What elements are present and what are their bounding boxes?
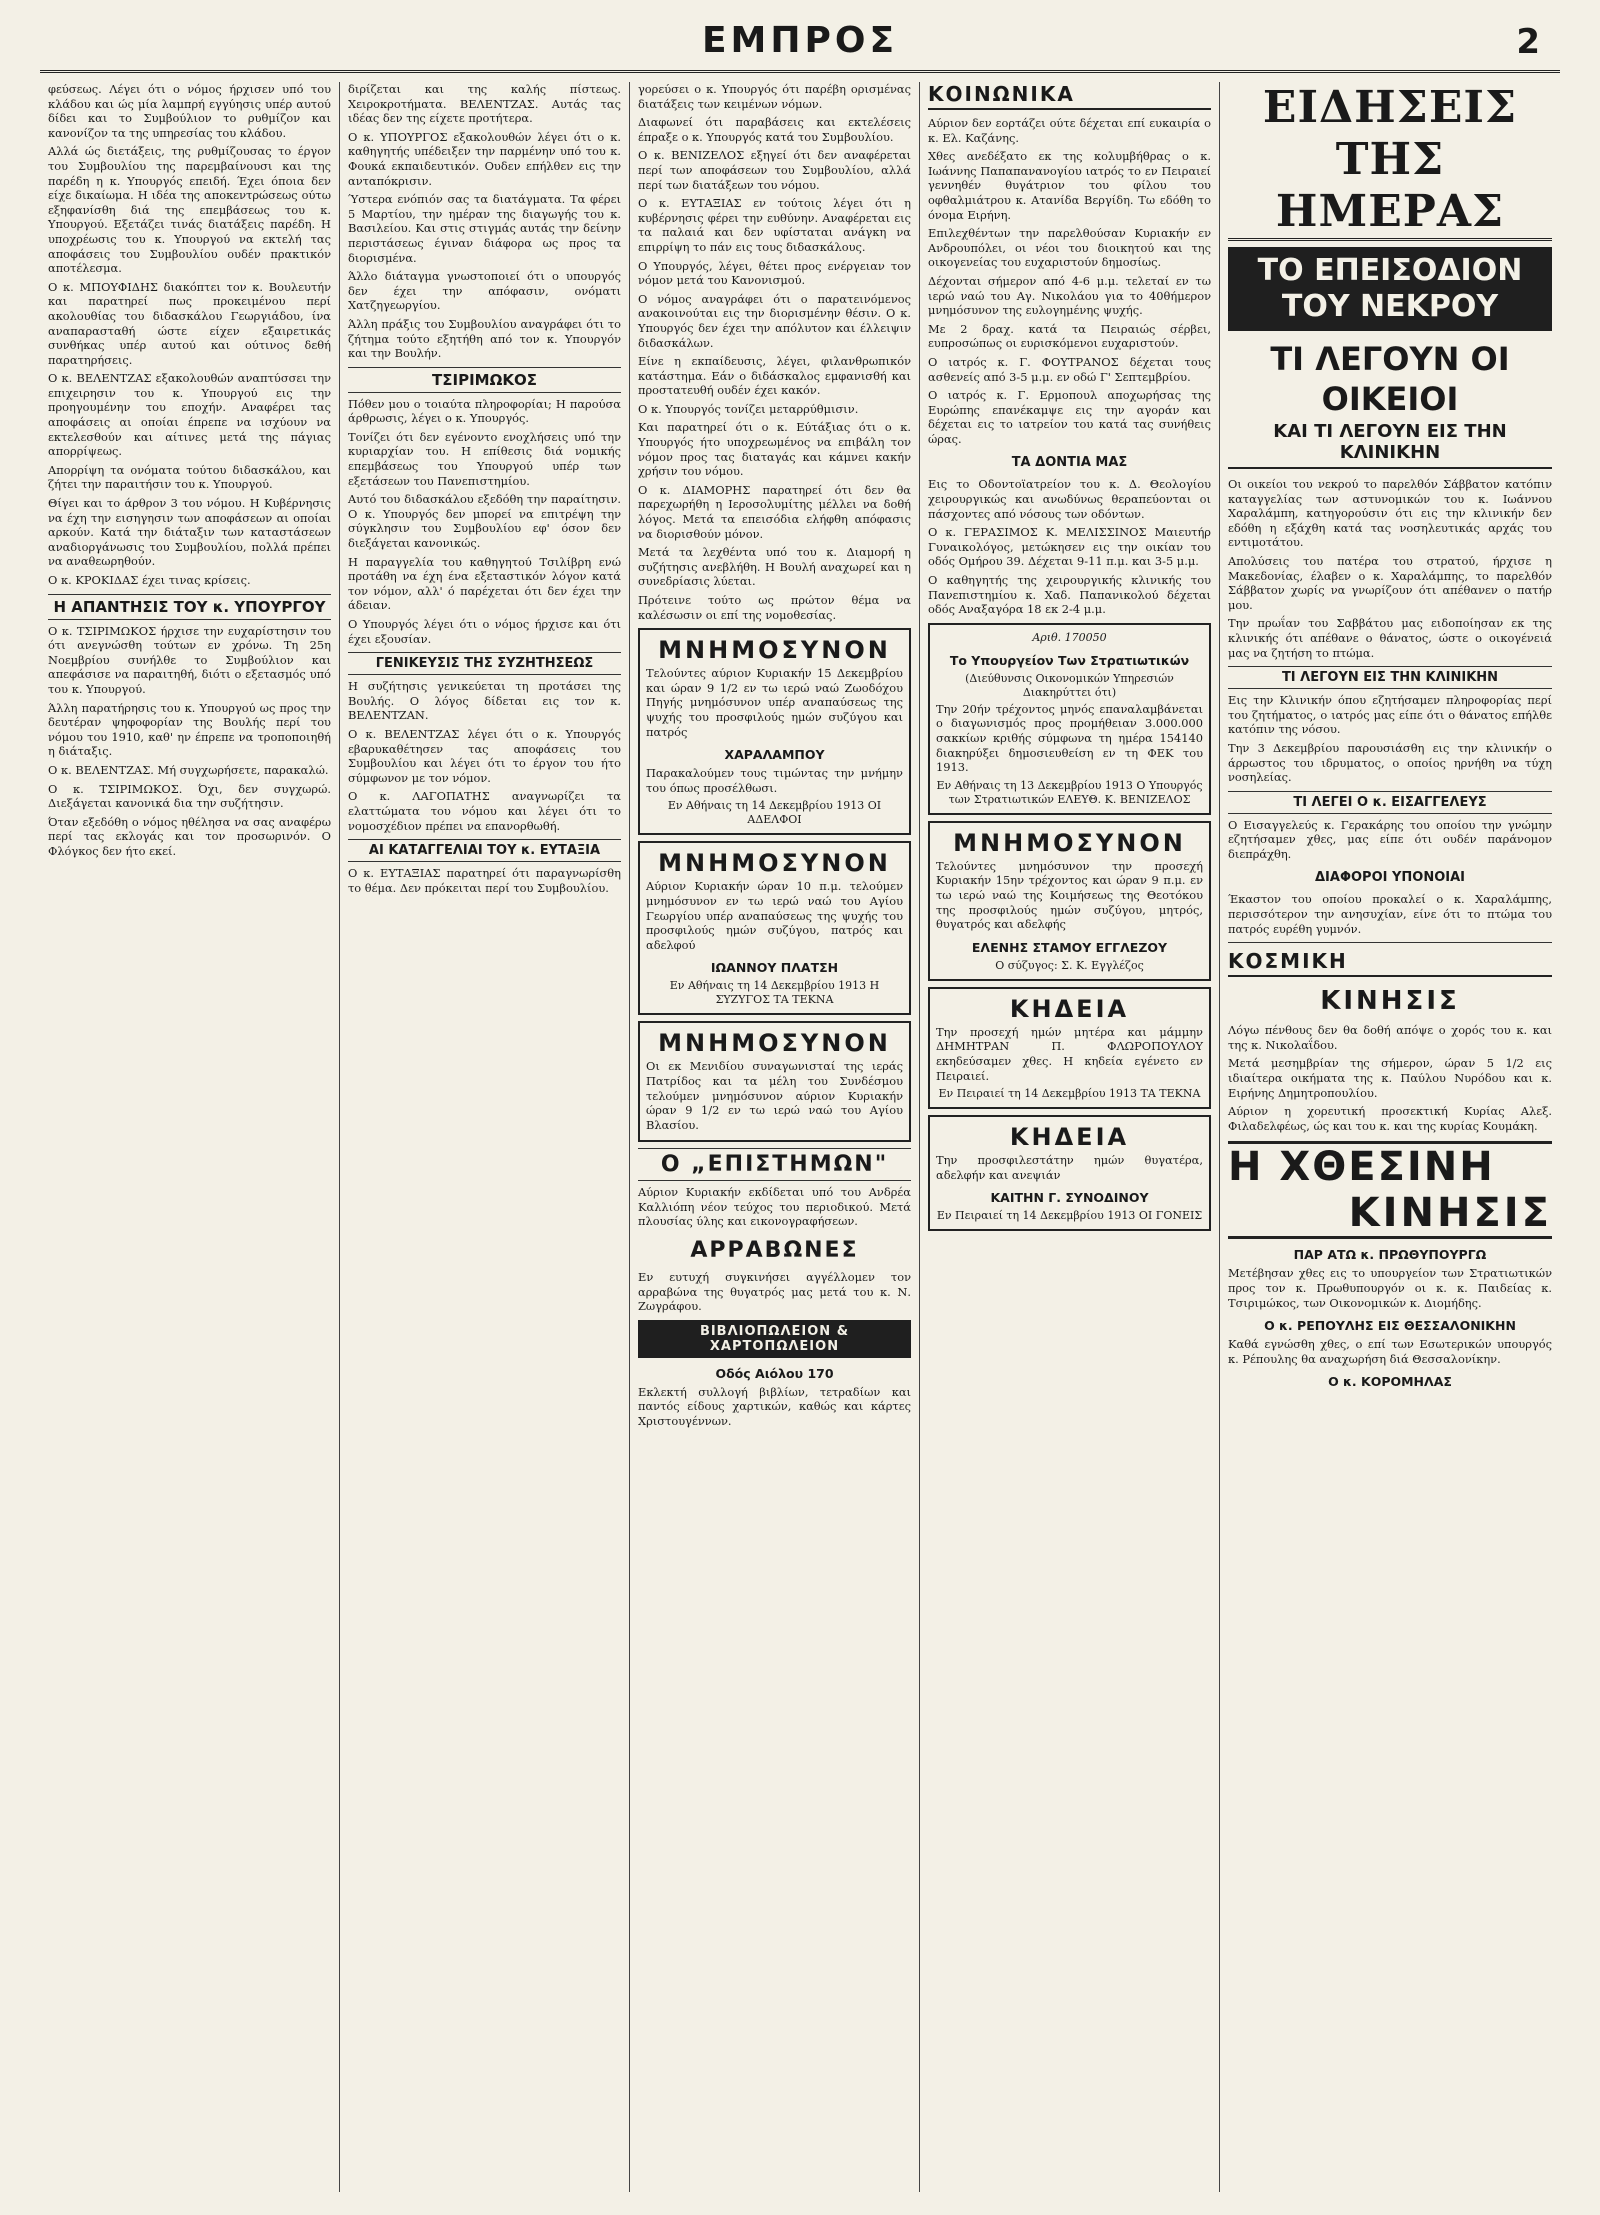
notice-text: Τελούντες αύριον Κυριακήν 15 Δεκεμβρίου και ώραν 9 1/2 εν τω ιερώ ναώ Ζωοδόχου Πηγής μνημόσυνον υπέρ αναπαύσεως της ψυχής του προσφιλούς ημών συζύγου και πατρός <box>646 666 903 739</box>
article-paragraph: Ο κ. ΒΕΛΕΝΤΖΑΣ. Μή συγχωρήσετε, παρακαλώ. <box>48 762 329 777</box>
article-paragraph: Αύριον δεν εορτάζει ούτε δέχεται επί ευκαιρία ο κ. Ελ. Καζάνης. <box>928 116 1211 145</box>
memorial-heading: ΜΝΗΜΟΣΥΝΟΝ <box>953 828 1186 857</box>
memorial-heading: ΜΝΗΜΟΣΥΝΟΝ <box>658 1029 891 1058</box>
article-paragraph: Την πρωΐαν του Σαββάτου μας ειδοποίησαν εκ της κλινικής ότι απέθανε ο θάνατος, ώστε ο οικογένειά μας να ζητήση το πτώμα. <box>1228 616 1552 660</box>
article-paragraph: Εις το Οδοντοϊατρείον του κ. Δ. Θεολογίου χειρουργικώς και ανωδύνως θεραπεύονται οι πάσχοντες από νόσους των οδόντων. <box>928 477 1211 521</box>
memorial-heading: ΜΝΗΜΟΣΥΝΟΝ <box>658 636 891 665</box>
article-paragraph: Άλλο διάταγμα γνωστοποιεί ότι ο υπουργός δεν έχει την απόφασιν, ονόματι Χατζηγεωργίου. <box>348 269 621 313</box>
article-paragraph: Οι οικείοι του νεκρού το παρελθόν Σάββατον κατόπιν καταγγελίας των αστυνομικών του κ. Ιωάννου Χαραλάμπη, κατηγορούσιν ότι εις την κλινικήν δεν εδόθη η εξάχθη κατά τας νοσηλευτικάς αρχάς του εντιμοτάτου. <box>1228 477 1552 550</box>
memorial-notice <box>638 628 911 835</box>
notice-signature: Εν Αθήναις τη 14 Δεκεμβρίου 1913 Η ΣΥΖΥΓΟΣ ΤΑ ΤΕΚΝΑ <box>669 979 880 1007</box>
article-paragraph: Επιλεχθέντων την παρελθούσαν Κυριακήν εν Ανδρουπόλει, οι νέοι του διοικητού και της οικογενείας του ευχαριστούν δημοσίως. <box>928 226 1211 270</box>
article-paragraph: Ο κ. ΒΕΛΕΝΤΖΑΣ λέγει ότι ο κ. Υπουργός εβαρυκαθέτησεν τας αποφάσεις του Συμβουλίου και λέγει ότι το έργον του ήτο σύμφωνον με τον νόμον. <box>348 726 621 785</box>
article-paragraph: Η συζήτησις γενικεύεται τη προτάσει της Βουλής. Ο λόγος δίδεται εις τον κ. ΒΕΛΕΝΤΖΑΝ. <box>348 679 621 723</box>
article-paragraph: Χθες ανεδέξατο εκ της κολυμβήθρας ο κ. Ιωάννης Παπαπανανογίου ιατρός το εν Πειραιεί γεννηθέν θυγάτριον του φίλου του οφθαλμιάτρου κ. Ατανίδα Βεργίδη. Τω εδόθη το όνομα Ειρήνη. <box>928 149 1211 222</box>
article-paragraph: Διαφωνεί ότι παραβάσεις και εκτελέσεις έπραξε ο κ. Υπουργός κατά του Συμβουλίου. <box>638 115 911 144</box>
column-1 <box>40 82 340 2192</box>
notice-text: Την προσεχή ημών μητέρα και μάμμην ΔΗΜΗΤΡΑΝ Π. ΦΛΩΡΟΠΟΥΛΟΥ εκηδεύσαμεν χθες. Η κηδεία εγένετο εν Πειραιεί. <box>936 1024 1203 1083</box>
funeral-heading: ΚΗΔΕΙΑ <box>1009 994 1130 1023</box>
article-paragraph: Με 2 δραχ. κατά τα Πειραιώς σέρβει, ευπροσώπως οι ευρισκόμενοι ευχαριστούν. <box>928 321 1211 351</box>
article-paragraph: Ο κ. ΓΕΡΑΣΙΜΟΣ Κ. ΜΕΛΙΣΣΙΝΟΣ Μαιευτήρ Γυναικολόγος, μετώκησεν εις την οικίαν του οδός Ομήρου 39. Δέχεται 9-11 π.μ. και 3-5 μ.μ. <box>928 525 1211 569</box>
funeral-notice <box>928 1115 1211 1231</box>
ad-address: Οδός Αιόλου 170 <box>715 1365 834 1381</box>
article-paragraph: Ο κ. ΕΥΤΑΞΙΑΣ παρατηρεί ότι παραγνωρίσθη το θέμα. Δεν πρόκειται περί του Συμβουλίου. <box>348 866 621 895</box>
article-paragraph: Η παραγγελία του καθηγητού Τσιλίβρη ενώ προτάθη να έχη ένα εξεταστικόν λόγον κατά τον νόμον, αλλ' ό παρέχεται ότι δεν έχει την άδειαν. <box>348 554 621 613</box>
article-paragraph: Έκαστον του οποίου προκαλεί ο κ. Χαραλάμπης, περισσότερον την ανησυχίαν, είνε ότι το πτώμα του πατρός ευρέθη γυμνόν. <box>1228 892 1552 936</box>
notice-signature: Ο σύζυγος: Σ. Κ. Εγγλέζος <box>995 958 1144 972</box>
section-tag: ΚΟΙΝΩΝΙΚΑ <box>928 82 1211 110</box>
column-4 <box>920 82 1220 2192</box>
article-paragraph: Άλλη πράξις του Συμβουλίου αναγράφει ότι το ζήτημα τούτο εξητήθη από τον κ. Υπουργόν και την Βουλήν. <box>348 316 621 361</box>
article-paragraph: Απορρίψη τα ονόματα τούτου διδασκάλου, και ζήτει την παραιτήσιν του κ. Υπουργού. <box>48 462 331 492</box>
article-paragraph: Ο κ. ΛΑΓΟΠΑΤΗΣ αναγνωρίζει τα ελαττώματα του νόμου και λέγει ότι το νομοσχέδιον πρέπει να επανορθωθή. <box>348 789 621 833</box>
article-paragraph: Ο κ. ΤΣΙΡΙΜΩΚΟΣ. Όχι, δεν συγχωρώ. Διεξάγεται κανονικά δια την συζήτησιν. <box>48 781 331 811</box>
funeral-heading: ΚΗΔΕΙΑ <box>1009 1123 1130 1152</box>
column-5 <box>1220 82 1560 2192</box>
article-paragraph: Μετά μεσημβρίαν της σήμερον, ώραν 5 1/2 εις ιδιαίτερα οικήματα της κ. Παύλου Νυρόδου και κ. Ειρήνης Δημητροπουλίου. <box>1228 1056 1552 1100</box>
article-paragraph: Ο καθηγητής της χειρουργικής κλινικής του Πανεπιστημίου κ. Χαδ. Παπανικολού δέχεται οδός Αναξαγόρα 18 εκ 2-4 μ.μ. <box>928 573 1211 617</box>
article-paragraph: Ο Υπουργός, λέγει, θέτει προς ενέργειαν τον νόμον μετά του Κανονισμού. <box>638 258 911 288</box>
article-paragraph: διρίζεται και της καλής πίστεως. Χειροκροτήματα. ΒΕΛΕΝΤΖΑΣ. Αυτάς τας ιδέας δεν της είχετε προτήτερα. <box>348 82 621 126</box>
columns <box>40 82 1560 2192</box>
article-paragraph: Ο κ. ΒΕΝΙΖΕΛΟΣ εξηγεί ότι δεν αναφέρεται περί των αποφάσεων του Συμβουλίου, αλλά περί των διατάξεων του νόμου. <box>638 148 911 192</box>
article-paragraph: Ο κ. ΜΠΟΥΦΙΔΗΣ διακόπτει τον κ. Βουλευτήν και παρατηρεί πως προκειμένου περί ακολουθίας του διδασκάλου Γεωργιάδου, ίνα αναπαρασταθή ώστε είχεν εξαιρετικάς συνθήκας υπέρ αυτού και ούτινος δεθή παρατηρήσεις. <box>48 279 331 367</box>
article-paragraph: Αλλά ώς διετάξεις, της ρυθμίζουσας το έργον του Συμβουλίου της παρεμβαίνουσι και της παρέδη η κ. Υπουργός επειδή. Έχει όποια δεν είχε δικαίωμα. Η ιδέα της αποκεντρώσεως ούτω εξηφανίσθη διά της επεμβάσεως του κ. Υπουργού. Εξετάζει τινάς διατάξεις παρέδη. Η υποχρέωσις του κ. Υπουργού να εκτελή τας αποφάσεις του Συμβουλίου ουδέν πρακτικόν αποτέλεσμα. <box>48 144 331 276</box>
article-paragraph: Μετά τα λεχθέντα υπό του κ. Διαμορή η συζήτησις ανεβλήθη. Η Βουλή αναχωρεί και η συνεδρίασις λύεται. <box>638 545 911 589</box>
notice-text: Την 20ήν τρέχοντος μηνός επαναλαμβάνεται ο διαγωνισμός προς προμήθειαν 3.000.000 σακκίων κριθής σύμφωνα τη ημέρα 154140 διακηρύξει δημοσιευθείση εν τη ΦΕΚ του 1913. <box>936 701 1203 775</box>
article-paragraph: Όταν εξεδόθη ο νόμος ηθέλησα να σας αναφέρω περί τας εκλογάς και τον προσωρινόν. Ο Φλόγκος δεν ήτο εκεί. <box>48 814 331 858</box>
article-paragraph: Αύριον Κυριακήν εκδίδεται υπό του Ανδρέα Καλλιόπη νέον τεύχος του περιοδικού. Μετά πλουσίας ύλης και εικονογραφήσεων. <box>638 1185 911 1229</box>
notice-heading: Το Υπουργείον Των Στρατιωτικών <box>949 652 1190 668</box>
article-paragraph: Ο κ. ΒΕΛΕΝΤΖΑΣ εξακολουθών αναπτύσσει την επιχειρησιν του κ. Υπουργού εις την προηγουμένην του εποχήν. Αναφέρει τας αποφάσεις αι οποίαι έπρεπε να ισχύουν να εκτελεσθούν και αίτινες μετά της πάγιας απορρίψεως. <box>48 371 331 459</box>
section-heading: ΤΙ ΛΕΓΟΥΝ ΕΙΣ ΤΗΝ ΚΛΙΝΙΚΗΝ <box>1228 666 1552 689</box>
yesterday-heading: Η ΧΘΕΣΙΝΗ <box>1228 1141 1552 1190</box>
article-paragraph: Θίγει και το άρθρον 3 του νόμου. Η Κυβέρνησις να έχη την εισηγησιν των αποφάσεων αι οποίαι αρκούν. Κατά την διάταξιν των καταστάσεων αναδιοργάνωσις του Συμβουλίου, πολλά πρέπει να αναθεωρηθούν. <box>48 496 331 569</box>
article-paragraph: Ο κ. Υπουργός τονίζει μεταρρύθμισιν. <box>638 401 859 416</box>
lead-story-subheading: ΤΙ ΛΕΓΟΥΝ ΟΙ ΟΙΚΕΙΟΙ <box>1270 340 1510 418</box>
section-heading: ΤΣΙΡΙΜΩΚΟΣ <box>348 367 621 393</box>
section-heading: ΤΙ ΛΕΓΕΙ Ο κ. ΕΙΣΑΓΓΕΛΕΥΣ <box>1228 791 1552 814</box>
ad-banner: ΒΙΒΛΙΟΠΩΛΕΙΟΝ & ΧΑΡΤΟΠΩΛΕΙΟΝ <box>638 1320 911 1358</box>
section-heading: Η ΑΠΑΝΤΗΣΙΣ ΤΟΥ κ. ΥΠΟΥΡΓΟΥ <box>48 594 331 620</box>
deceased-name: ΚΑΙΤΗΝ Γ. ΣΥΝΟΔΙΝΟΥ <box>990 1190 1149 1206</box>
article-paragraph: Λόγω πένθους δεν θα δοθή απόψε ο χορός του κ. και της κ. Νικολαΐδου. <box>1228 1023 1552 1052</box>
notice-ref: Αριθ. 170050 <box>1032 630 1107 644</box>
funeral-notice <box>928 987 1211 1109</box>
article-paragraph: Απολύσεις του πατέρα του στρατού, ήρχισε η Μακεδονίας, έλαβεν ο κ. Χαραλάμπης, το παρελθόν Σάββατον χωρίς να γνωρίζουν ότι απέθανεν ο πατήρ μου. <box>1228 553 1552 612</box>
divider <box>1228 942 1552 943</box>
deceased-name: ΕΛΕΝΗΣ ΣΤΑΜΟΥ ΕΓΓΛΕΖΟΥ <box>971 939 1168 955</box>
section-subtag: ΚΙΝΗΣΙΣ <box>1320 986 1460 1017</box>
section-heading: ΑΙ ΚΑΤΑΓΓΕΛΙΑΙ ΤΟΥ κ. ΕΥΤΑΞΙΑ <box>348 839 621 862</box>
notice-signature: Εν Αθήναις τη 13 Δεκεμβρίου 1913 Ο Υπουργός των Στρατιωτικών ΕΛΕΥΘ. Κ. ΒΕΝΙΖΕΛΟΣ <box>936 778 1203 806</box>
article-paragraph: Και παρατηρεί ότι ο κ. Εύτάξιας ότι ο κ. Υπουργός ήτο υποχρεωμένος να επιβάλη τον νόμον προς τας διαταγάς και κάμνει κακήν χρήσιν του νόμου. <box>638 420 911 479</box>
article-paragraph: Ο κ. ΥΠΟΥΡΓΟΣ εξακολουθών λέγει ότι ο κ. καθηγητής υπέδειξεν την παρμένην υπό του κ. Φουκά εκπαιδευτικόν. Ουδεν επήλθεν εις την ανταπόκρισιν. <box>348 129 621 188</box>
article-paragraph: Μετέβησαν χθες εις το υπουργείον των Στρατιωτικών προς τον κ. Πρωθυπουργόν οι κ. κ. Παιδείας κ. Τσιριμώκος, των Οικονομικών κ. Διομήδης. <box>1228 1266 1552 1310</box>
article-paragraph: Πρότεινε τούτο ως πρώτον θέμα να καλέσωσιν οι επί της νομοθεσίας. <box>638 593 911 622</box>
article-paragraph: Αύριον η χορευτική προσεκτική Κυρίας Αλεξ. Φιλαδελφέως, ώς και του κ. και της κυρίας Κουμάκη. <box>1228 1104 1552 1133</box>
deceased-name: ΧΑΡΑΛΑΜΠΟΥ <box>724 747 825 763</box>
article-paragraph: Ύστερα ενόπιόν σας τα διατάγματα. Τα φέρει 5 Μαρτίου, την ημέραν της διαγωγής του κ. Βασιλείου. Και στις στιγμάς αυτάς την δείνην περιστάσεως έγιναν διάφορα ως προς τα διορισμένα. <box>348 192 621 265</box>
section-heading: ΔΙΑΦΟΡΟΙ ΥΠΟΝΟΙΑΙ <box>1314 870 1465 886</box>
memorial-notice <box>638 841 911 1015</box>
masthead <box>40 14 1560 73</box>
lead-story-heading: ΤΟ ΕΠΕΙΣΟΔΙΟΝ ΤΟΥ ΝΕΚΡΟΥ <box>1228 247 1552 331</box>
ad-text: Εκλεκτή συλλογή βιβλίων, τετραδίων και παντός είδους χαρτικών, καθώς και κάρτες Χριστουγέννων. <box>638 1384 911 1429</box>
article-paragraph: Ο κ. ΕΥΤΑΞΙΑΣ εν τούτοις λέγει ότι η κυβέρνησις φέρει την ευθύνην. Αναφέρεται εις τα παλαιά και δεν υφίσταται ανάγκη να επιρρίψη το πάν εις τους διδασκάλους. <box>638 196 911 254</box>
article-paragraph: Ο Εισαγγελεύς κ. Γερακάρης του οποίου την γνώμην εζητήσαμεν χθες, μας είπε ότι ουδέν παράνομον διεπράχθη. <box>1228 817 1552 861</box>
movement-heading: ΚΙΝΗΣΙΣ <box>1228 1190 1552 1239</box>
article-paragraph: Πόθεν μου ο τοιαύτα πληροφορίαι; Η παρούσα άρθρωσις, λέγει ο κ. Υπουργός. <box>348 396 621 426</box>
article-paragraph: φεύσεως. Λέγει ότι ο νόμος ήρχισεν υπό του κλάδου και ώς μία λαμπρή εγγύησις υπέρ αυτού δίδει και το Συμβούλιον το ρυθμίζον και κανονίζον τα της υπηρεσίας του κλάδου. <box>48 82 331 140</box>
notice-subheading: (Διεύθυνσις Οικονομικών Υπηρεσιών Διακηρύττει ότι) <box>965 671 1174 699</box>
article-paragraph: Ο κ. ΤΣΙΡΙΜΩΚΟΣ ήρχισε την ευχαρίστησιν του ότι ανεγνώσθη τούτων εν χρόνω. Τη 25η Νοεμβρίου συνήλθε το Συμβούλιον και απεφάσισε να παραιτηθή, διότι ο εξετασμός υπό του κ. Υπουργού. <box>48 623 331 696</box>
column-2 <box>340 82 630 2192</box>
article-paragraph: Αυτό του διδασκάλου εξεδόθη την παραίτησιν. Ο κ. Υπουργός δεν μπορεί να επιτρέψη την σύγκλησιν του Συμβουλίου εφ' όσον δεν διεξάγεται κανονικώς. <box>348 492 621 551</box>
official-notice <box>928 623 1211 815</box>
section-heading: ΠΑΡ ΑΤΩ κ. ΠΡΩΘΥΠΟΥΡΓΩ <box>1293 1247 1487 1263</box>
notice-signature: Εν Πειραιεί τη 14 Δεκεμβρίου 1913 ΤΑ ΤΕΚΝΑ <box>938 1087 1201 1101</box>
article-paragraph: Ο ιατρός κ. Γ. Ερμοπουλ αποχωρήσας της Ευρώπης επανέκαμψε εις την αγοράν και δέχεται εις το ιατρείον του κατά τας συνήθεις ώρας. <box>928 388 1211 446</box>
memorial-notice <box>638 1021 911 1142</box>
memorial-heading: ΜΝΗΜΟΣΥΝΟΝ <box>658 849 891 878</box>
page-number: 2 <box>1516 22 1540 62</box>
section-heading: Ο κ. ΡΕΠΟΥΛΗΣ ΕΙΣ ΘΕΣΣΑΛΟΝΙΚΗΝ <box>1264 1318 1516 1334</box>
section-heading: Ο κ. ΚΟΡΟΜΗΛΑΣ <box>1328 1374 1452 1390</box>
notice-text: Οι εκ Μενιδίου συναγωνισταί της ιεράς Πατρίδος και τα μέλη του Συνδέσμου τελούμεν μνημόσυνον αύριον Κυριακήν ώραν 9 1/2 εν τω ιερώ ναώ του Αγίου Βλασίου. <box>646 1059 903 1132</box>
article-paragraph: Την 3 Δεκεμβρίου παρουσιάσθη εις την κλινικήν ο άρρωστος του ιδρυματος, ο οποίος ηρνήθη να τύχη νοσηλείας. <box>1228 740 1552 785</box>
notice-text: Παρακαλούμεν τους τιμώντας την μνήμην του όπως προσέλθωσι. <box>646 766 903 795</box>
article-paragraph: Ο ιατρός κ. Γ. ΦΟΥΤΡΑΝΟΣ δέχεται τους ασθενείς από 3-5 μ.μ. εν οδώ Γ' Σεπτεμβρίου. <box>928 354 1211 384</box>
deceased-name: ΙΩΑΝΝΟΥ ΠΛΑΤΣΗ <box>710 960 839 976</box>
article-paragraph: Ο Υπουργός λέγει ότι ο νόμος ήρχισε και ότι έχει εξουσίαν. <box>348 617 621 646</box>
article-paragraph: γορεύσει ο κ. Υπουργός ότι παρέβη ορισμένας διατάξεις των κειμένων νόμων. <box>638 82 911 111</box>
section-heading: ΓΕΝΙΚΕΥΣΙΣ ΤΗΣ ΣΥΖΗΤΗΣΕΩΣ <box>348 652 621 675</box>
article-paragraph: Ο κ. ΚΡΟΚΙΔΑΣ έχει τινας κρίσεις. <box>48 573 251 587</box>
notice-text: Την προσφιλεστάτην ημών θυγατέρα, αδελφήν και ανεψιάν <box>936 1153 1203 1182</box>
notice-text: Αύριον Κυριακήν ώραν 10 π.μ. τελούμεν μνημόσυνον εν τω ιερώ ναώ του Αγίου Γεωργίου υπέρ αναπαύσεως της ψυχής του προσφιλούς ημών συζύγου, πατρός και αδελφού <box>646 879 903 952</box>
article-paragraph: Είνε η εκπαίδευσις, λέγει, φιλανθρωπικόν κατάστημα. Εάν ο διδάσκαλος εμφανισθή και προστατευθή ουδέν έχει κακόν. <box>638 354 911 398</box>
article-paragraph: Άλλη παρατήρησις του κ. Υπουργού ως προς την δευτέραν ψηφοφορίαν της Βουλής περί του νόμου του 1910, καθ' ην έπρεπε να τροποποιηθή η διάταξις. <box>48 700 331 759</box>
article-paragraph: Τονίζει ότι δεν εγένοντο ενοχλήσεις υπό την κυριαρχίαν του. Η επίθεσις διά νομικής επεμβάσεως του Υπουργού υπέρ των εξετάσεων του Πανεπιστημίου. <box>348 429 621 488</box>
article-paragraph: Εν ευτυχή συγκινήσει αγγέλλομεν τον αρραβώνα της θυγατρός μας μετά του κ. Ν. Ζωγράφου. <box>638 1270 911 1314</box>
column-3 <box>630 82 920 2192</box>
notice-signature: Εν Αθήναις τη 14 Δεκεμβρίου 1913 ΟΙ ΑΔΕΛΦΟΙ <box>667 799 882 827</box>
section-tag: ΚΟΣΜΙΚΗ <box>1228 949 1552 977</box>
section-heading: ΤΑ ΔΟΝΤΙΑ ΜΑΣ <box>1011 455 1128 471</box>
article-paragraph: Εις την Κλινικήν όπου εζητήσαμεν πληροφορίας περί του ζητήματος, ο ιατρός μας είπε ότι ο θάνατος επήλθε κατόπιν της νόσου. <box>1228 693 1552 737</box>
article-paragraph: Δέχονται σήμερον από 4-6 μ.μ. τελεταί εν τω ιερώ ναώ του Αγ. Νικολάου για το 40θήμερον μνημόσυνον της ευλογημένης ψυχής. <box>928 273 1211 318</box>
section-heading: ΑΡΡΑΒΩΝΕΣ <box>690 1238 859 1264</box>
news-of-the-day-heading: ΕΙΔΗΣΕΙΣ ΤΗΣ ΗΜΕΡΑΣ <box>1228 82 1552 241</box>
notice-signature: Εν Πειραιεί τη 14 Δεκεμβρίου 1913 ΟΙ ΓΟΝΕΙΣ <box>936 1209 1203 1223</box>
lead-story-subheading-2: ΚΑΙ ΤΙ ΛΕΓΟΥΝ ΕΙΣ ΤΗΝ ΚΛΙΝΙΚΗΝ <box>1228 421 1552 469</box>
article-paragraph: Ο νόμος αναγράφει ότι ο παρατεινόμενος ανακοινούται εις την διορισμένην θέσιν. Ο κ. Υπουργός δεν έχει την απόλυτον και έλλειψιν διδασκάλων. <box>638 291 911 350</box>
notice-text: Τελούντες μνημόσυνον την προσεχή Κυριακήν 15ην τρέχοντος και ώραν 9 π.μ. εν τω ιερώ ναώ της Κοιμήσεως της Θεοτόκου της προσφιλούς ημών συζύγου, μητρός, θυγατρός και αδελφής <box>936 858 1203 932</box>
memorial-notice <box>928 821 1211 981</box>
section-heading: Ο „ΕΠΙΣΤΗΜΩΝ" <box>638 1148 911 1181</box>
article-paragraph: Καθά εγνώσθη χθες, ο επί των Εσωτερικών υπουργός κ. Ρέπουλης θα αναχωρήση διά Θεσσαλονίκην. <box>1228 1337 1552 1366</box>
article-paragraph: Ο κ. ΔΙΑΜΟΡΗΣ παρατηρεί ότι δεν θα παρεχωρήθη η Ιεροσολυμίτης μέλλει να δοθή λόγος. Μετά τα επεισόδια ελήφθη απόφασις να διορισθούν μόνον. <box>638 482 911 541</box>
paper-name: ΕΜΠΡΟΣ <box>701 20 899 61</box>
